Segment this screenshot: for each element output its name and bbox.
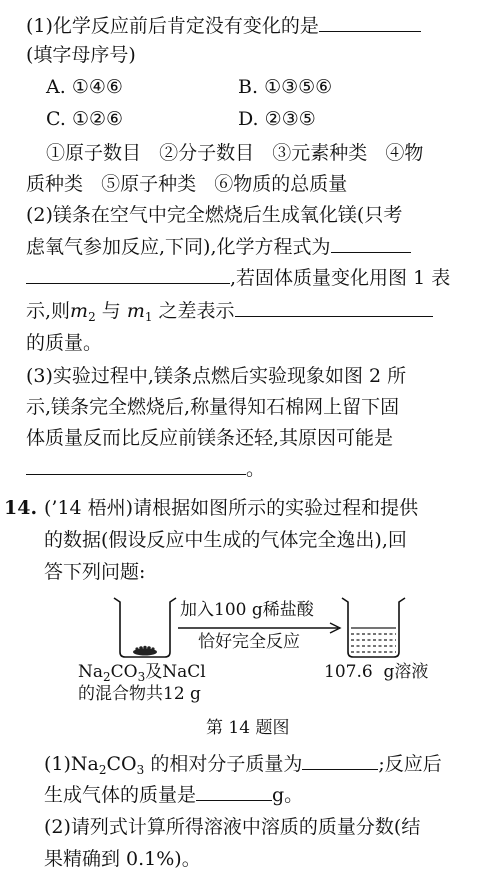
- q14-sub2-line2: 果精确到 0.1%)。: [44, 848, 201, 870]
- m1-subscript: 1: [144, 310, 153, 324]
- part2-line2: [26, 235, 411, 259]
- part3-period: 。: [246, 458, 266, 480]
- answer-blank-gas-mass[interactable]: [196, 799, 272, 801]
- option-d-value: ②③⑤: [264, 108, 316, 130]
- option-d-label: D.: [238, 108, 259, 130]
- m2-subscript: 2: [88, 310, 96, 324]
- question-14-number: 14.: [4, 497, 38, 519]
- option-b: [238, 75, 332, 99]
- q-prev-part1-line2: (填字母序号): [26, 44, 136, 66]
- part2-line2-text: 虑氧气参加反应,下同),化学方程式为: [26, 236, 331, 258]
- option-a-label: A.: [46, 76, 66, 98]
- part2-line3: [26, 266, 450, 290]
- q14-figure: [0, 590, 492, 710]
- part3-line1: (3)实验过程中,镁条点燃后实验现象如图 2 所: [26, 365, 407, 387]
- part2-line4: [26, 299, 433, 323]
- option-b-value: ①③⑤⑥: [264, 76, 333, 98]
- co-subscript: 3: [137, 670, 146, 684]
- s1-co-sub: 3: [136, 763, 145, 777]
- figure-caption: 第 14 题图: [206, 718, 290, 738]
- option-c-value: ①②⑥: [71, 108, 124, 130]
- part2-line4-b: 之差表示: [152, 300, 235, 322]
- option-b-label: B.: [238, 76, 259, 98]
- answer-blank-molar-mass[interactable]: [302, 768, 378, 770]
- part2-line1: (2)镁条在空气中完全燃烧后生成氧化镁(只考: [26, 204, 403, 226]
- q14-line1: (’14 梧州)请根据如图所示的实验过程和提供: [44, 497, 419, 519]
- items-line2: 质种类 ⑤原子种类 ⑥物质的总质量: [26, 173, 348, 195]
- items-line1: ①原子数目 ②分子数目 ③元素种类 ④物: [46, 142, 424, 164]
- right-beaker-label: 107.6 g溶液: [324, 662, 429, 682]
- answer-blank-equation-a[interactable]: [331, 251, 411, 253]
- answer-blank-mass[interactable]: [235, 315, 433, 317]
- m2-symbol: m: [70, 300, 89, 322]
- solution-liquid: [351, 628, 396, 652]
- s1-na-sub: 2: [98, 763, 107, 777]
- nacl-text: 及NaCl: [145, 662, 206, 682]
- answer-blank-equation-b[interactable]: [26, 282, 230, 284]
- left-beaker-label-1: [78, 662, 206, 682]
- part2-line3-text: ,若固体质量变化用图 1 表: [230, 267, 451, 289]
- option-a-value: ①④⑥: [71, 76, 123, 98]
- option-c: [46, 107, 123, 131]
- s1-text: 的相对分子质量为: [144, 753, 303, 775]
- answer-blank-1[interactable]: [319, 30, 421, 32]
- s1-na: (1)Na: [44, 753, 99, 775]
- s1-line2-unit: g。: [272, 784, 304, 806]
- q14-sub2-line1: (2)请列式计算所得溶液中溶质的质量分数(结: [44, 816, 421, 838]
- s1-tail: ;反应后: [378, 753, 442, 775]
- part1-text: (1)化学反应前后肯定没有变化的是: [26, 15, 319, 37]
- part2-line5: 的质量。: [26, 332, 103, 354]
- co-text: CO: [110, 662, 138, 682]
- arrow-label-top: 加入100 g稀盐酸: [180, 600, 314, 620]
- s1-co: CO: [106, 753, 137, 775]
- solid-mixture: [133, 646, 157, 656]
- answer-blank-reason[interactable]: [26, 473, 246, 475]
- part2-line4-a: 示,则: [26, 300, 71, 322]
- option-a: [46, 75, 123, 99]
- q-prev-part1-line1: [26, 14, 421, 38]
- arrow-label-bottom: 恰好完全反应: [198, 632, 300, 652]
- option-d: [238, 107, 316, 131]
- part3-line2: 示,镁条完全燃烧后,称量得知石棉网上留下固: [26, 396, 400, 418]
- na-text: Na: [78, 662, 104, 682]
- option-c-label: C.: [46, 108, 66, 130]
- left-beaker-label-2: 的混合物共12 g: [78, 684, 201, 704]
- part3-line3: 体质量反而比反应前镁条还轻,其原因可能是: [26, 427, 394, 449]
- q14-sub1-line1: [44, 752, 442, 776]
- q14-line3: 答下列问题:: [44, 561, 146, 583]
- s1-line2-text: 生成气体的质量是: [44, 784, 197, 806]
- part3-line4: [26, 457, 265, 481]
- q14-line2: 的数据(假设反应中生成的气体完全逸出),回: [44, 529, 407, 551]
- part2-line4-mid: 与: [95, 300, 127, 322]
- m1-symbol: m: [126, 300, 145, 322]
- na-subscript: 2: [103, 670, 111, 684]
- q14-sub1-line2: [44, 783, 303, 807]
